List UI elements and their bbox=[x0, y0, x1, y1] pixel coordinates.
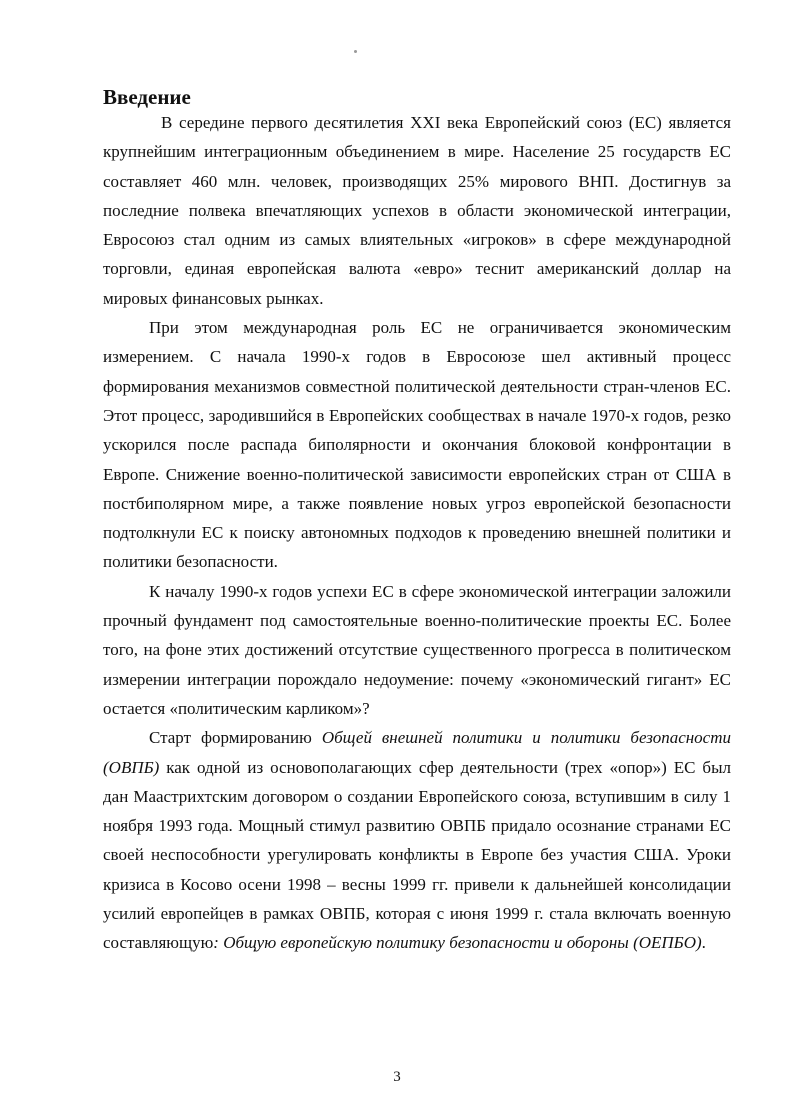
paragraph-3: К началу 1990-х годов успехи ЕС в сфере экономической интеграции заложили прочный фундамент под самостоятельные военно-политические проекты ЕС. Более того, на фоне этих достижений отсутствие существенного прогресса в политическом измерении интеграции порождало недоумение: почему «экономический гигант» ЕС остается «политическим карликом»? bbox=[103, 581, 731, 718]
paragraph-4-lead: Старт формированию bbox=[149, 728, 322, 748]
paragraph-2: При этом международная роль ЕС не ограничивается экономическим измерением. С начала 1990-х годов в Евросоюзе шел активный процесс формирования механизмов совместной политической деятельности стран-членов ЕС. Этот процесс, зародившийся в Европейских сообществах в начале 1970-х годов, резко ускорился после распада биполярности и окончания блоковой конфронтации в Европе. Снижение военно-политической зависимости европейских стран от США в постбиполярном мире, а также появление новых угроз европейской безопасности подтолкнули ЕС к поиску автономных подходов к проведению внешней политики и политики безопасности. bbox=[103, 318, 731, 572]
paragraph-4-tail: . bbox=[701, 933, 706, 953]
body-text bbox=[103, 108, 731, 958]
page-number: 3 bbox=[393, 1069, 401, 1085]
paragraph-4-middle: как одной из основополагающих сфер деятельности (трех «опор») ЕС был дан Маастрихтским договором о создании Европейского союза, вступившим в силу 1 ноября 1993 года. Мощный стимул развитию ОВПБ придало осознание странами ЕС своей неспособности урегулировать конфликты в Европе без участия США. Уроки кризиса в Косово осени 1998 – весны 1999 гг. привели к дальнейшей консолидации усилий европейцев в рамках ОВПБ, которая с июня 1999 г. стала включать военную составляющую bbox=[103, 757, 731, 953]
paragraph-4 bbox=[103, 723, 731, 957]
section-heading: Введение bbox=[103, 85, 191, 109]
paragraph-4-emphasis-esdp: : Общую европейскую политику безопасности и обороны (ОЕПБО) bbox=[213, 933, 702, 953]
paragraph-4-emphasis-cfsp: Общей внешней политики и политики безопасности (ОВПБ) bbox=[103, 728, 731, 777]
paragraph-1: В середине первого десятилетия XXI века Европейский союз (ЕС) является крупнейшим интеграционным объединением в мире. Население 25 государств ЕС составляет 460 млн. человек, производящих 25% мирового ВНП. Достигнув за последние полвека впечатляющих успехов в области экономической интеграции, Евросоюз стал одним из самых влиятельных «игроков» в сфере международной торговли, единая европейская валюта «евро» теснит американский доллар на мировых финансовых рынках. bbox=[103, 113, 731, 308]
scan-speck bbox=[354, 50, 357, 53]
